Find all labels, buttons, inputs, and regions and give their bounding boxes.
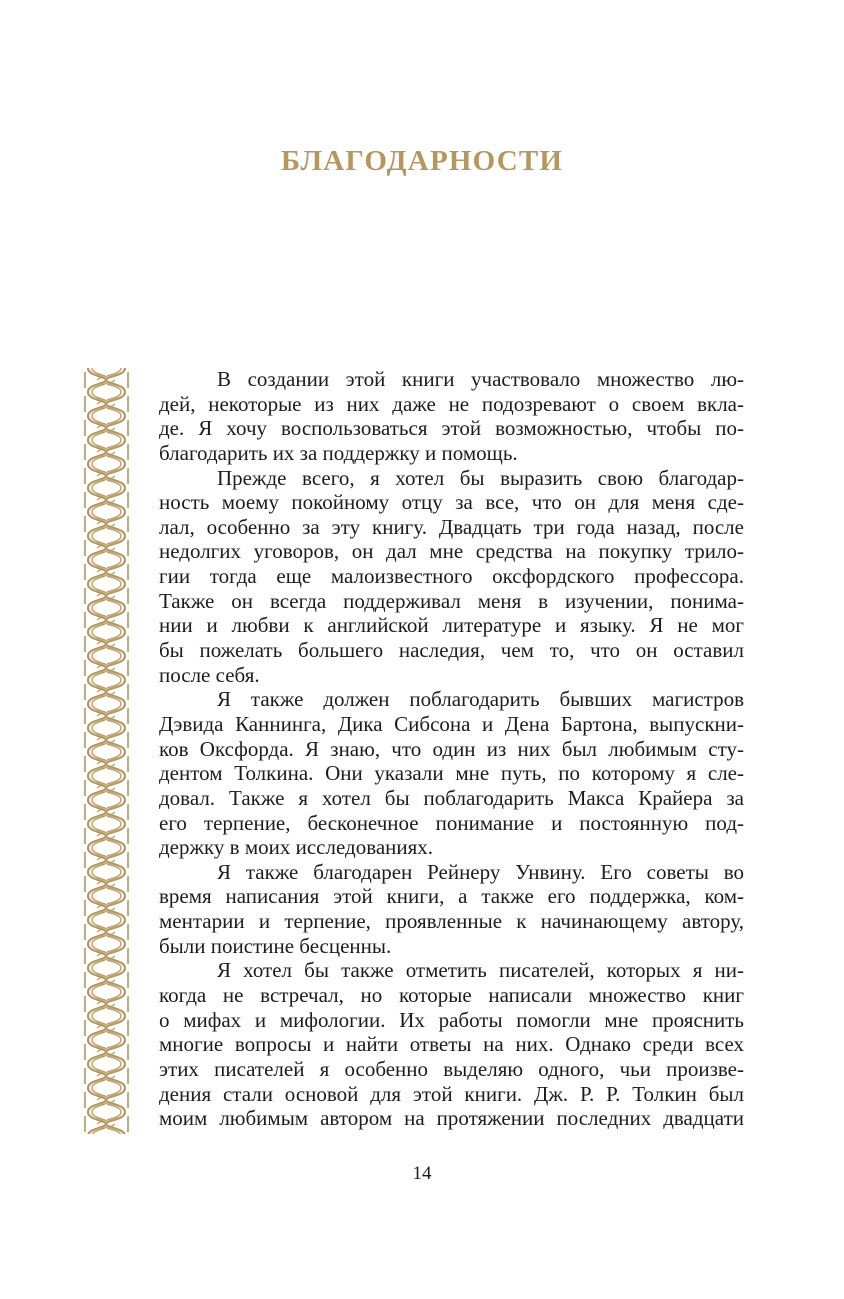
- text-line: бы пожелать большего наследия, чем то, что он оставил: [159, 638, 744, 663]
- text-line: нии и любви к английской литературе и языку. Я не мог: [159, 613, 744, 638]
- text-line: моим любимым автором на протяжении последних двадцати: [159, 1106, 744, 1131]
- text-line: ков Оксфорда. Я знаю, что один из них был любимым сту-: [159, 736, 744, 761]
- text-line: многие вопросы и найти ответы на них. Однако среди всех: [159, 1032, 744, 1057]
- text-line: когда не встречал, но которые написали множество книг: [159, 983, 744, 1008]
- text-line: Также он всегда поддерживал меня в изучении, понима-: [159, 588, 744, 613]
- celtic-knot-border-icon: [84, 368, 129, 1134]
- text-line: этих писателей я особенно выделяю одного, чьи произве-: [159, 1056, 744, 1081]
- text-line: дей, некоторые из них даже не подозревают о своем вкла-: [159, 391, 744, 416]
- text-line: время написания этой книги, а также его поддержка, ком-: [159, 884, 744, 909]
- text-line: В создании этой книги участвовало множество лю-: [217, 367, 744, 391]
- text-line: держку в моих исследованиях.: [159, 835, 434, 860]
- text-line: Я также должен поблагодарить бывших магистров: [217, 687, 744, 712]
- text-line: ментарии и терпение, проявленные к начинающему автору,: [159, 909, 744, 934]
- page-title: БЛАГОДАРНОСТИ: [280, 145, 564, 177]
- text-line: лал, особенно за эту книгу. Двадцать три года назад, после: [159, 514, 744, 539]
- text-line: недолгих уговоров, он дал мне средства на покупку трило-: [159, 539, 744, 564]
- page-number: 14: [412, 1163, 432, 1184]
- text-line: после себя.: [159, 662, 260, 687]
- text-line: благодарить их за поддержку и помощь.: [159, 440, 518, 465]
- text-line: Дэвида Каннинга, Дика Сибсона и Дена Бартона, выпускни-: [159, 711, 744, 736]
- text-line: о мифах и мифологии. Их работы помогли мне прояснить: [159, 1007, 744, 1032]
- text-line: Я также благодарен Рейнеру Унвину. Его советы во: [217, 859, 744, 884]
- text-line: Прежде всего, я хотел бы выразить свою благодар-: [217, 465, 744, 490]
- text-line: его терпение, бесконечное понимание и постоянную под-: [159, 810, 744, 835]
- text-line: довал. Также я хотел бы поблагодарить Макса Крайера за: [159, 785, 744, 810]
- text-line: Я хотел бы также отметить писателей, которых я ни-: [217, 958, 744, 983]
- acknowledgements-text: [159, 367, 744, 1131]
- text-line: де. Я хочу воспользоваться этой возможностью, чтобы по-: [159, 416, 744, 441]
- text-line: были поистине бесценны.: [159, 933, 392, 958]
- text-line: гии тогда еще малоизвестного оксфордского профессора.: [159, 564, 744, 589]
- text-line: ность моему покойному отцу за все, что он для меня сде-: [159, 490, 744, 515]
- text-line: дения стали основой для этой книги. Дж. Р. Р. Толкин был: [159, 1081, 744, 1106]
- text-line: дентом Толкина. Они указали мне путь, по которому я сле-: [159, 761, 744, 786]
